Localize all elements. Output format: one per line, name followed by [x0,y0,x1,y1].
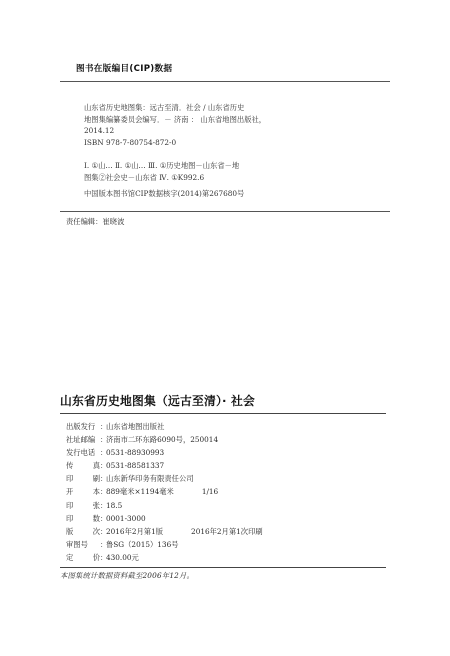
divider [60,413,386,414]
imprint-value: 2016年2月第1版 [106,526,164,536]
book-title: 山东省历史地图集（远古至清）· 社会 [60,394,256,408]
cip-isbn: ISBN 978-7-80754-872-0 [84,137,177,147]
imprint-label: 印 数 [66,513,100,523]
imprint-extra: 1/16 [201,487,219,497]
imprint-label: 出版发行 [66,422,96,431]
imprint-row: 版 次 ： 2016年2月第1版 2016年2月第1次印刷 [60,525,386,538]
imprint-label: 发行电话 [66,448,96,458]
imprint-value: 430.00元 [106,552,139,562]
imprint-row: 印 数 ： 0001-3000 [60,512,386,525]
imprint-row: 发行电话 ： 0531-88930993 [60,446,386,459]
footnote: 本图集统计数据资料截至2006年12月。 [60,571,195,581]
imprint-row: 定 价 ： 430.00元 [60,551,386,564]
cip-title: 图书在版编目(CIP)数据 [76,64,173,74]
responsible-editor: 责任编辑：崔晓波 [66,217,125,227]
divider [60,211,390,212]
cip-body [60,102,390,199]
imprint-label: 定 价 [66,552,100,562]
cip-subject-line: 图集②社会史－山东省 Ⅳ. ①K992.6 [84,172,205,182]
cip-block [60,62,390,227]
cip-entry-line: 地图集编纂委员会编写．－ 济南 ： 山东省地图出版社， [84,114,267,124]
imprint-row: 印 刷 ： 山东新华印务有限责任公司 [60,472,386,485]
imprint-rows [60,420,386,564]
imprint-value: 0001-3000 [106,513,146,523]
imprint-value: 0531-88930993 [106,448,165,458]
imprint-label: 印 张 [66,500,100,510]
imprint-row: 审图号 ： 鲁SG（2015）136号 [60,538,386,551]
imprint-row: 传 真 ： 0531-88581337 [60,459,386,472]
divider [60,81,390,82]
imprint-label: 版 次 [66,526,100,536]
imprint-value: 山东省地图出版社 [106,422,165,431]
imprint-value: 18.5 [106,500,123,510]
imprint-row: 出版发行 ： 山东省地图出版社 [60,420,386,433]
imprint-label: 开 本 [66,487,100,497]
imprint-value: 0531-88581337 [106,461,165,471]
imprint-label: 社址邮编 [66,435,96,445]
divider [60,567,386,568]
imprint-value: 济南市二环东路6090号，250014 [106,435,219,445]
imprint-extra: 2016年2月第1次印刷 [191,526,263,536]
cip-number: 中国版本图书馆CIP数据核字(2014)第267680号 [84,188,245,198]
cip-entry-line: 2014.12 [84,126,115,136]
imprint-row: 开 本 ： 889毫米×1194毫米 1/16 [60,485,386,498]
imprint-value: 山东新华印务有限责任公司 [106,474,194,484]
cip-subject-line: Ⅰ. ①山… Ⅱ. ①山… Ⅲ. ①历史地图－山东省－地 [84,161,240,171]
book-info-block [60,392,386,581]
imprint-value: 889毫米×1194毫米 [106,487,174,497]
imprint-label: 印 刷 [66,474,100,484]
imprint-label: 审图号 [66,539,88,549]
imprint-row: 社址邮编 ： 济南市二环东路6090号，250014 [60,433,386,446]
cip-entry-line: 山东省历史地图集：远古至清．社会 / 山东省历史 [84,103,245,112]
imprint-label: 传 真 [66,461,100,471]
imprint-value: 鲁SG（2015）136号 [106,539,179,549]
imprint-row: 印 张 ： 18.5 [60,499,386,512]
